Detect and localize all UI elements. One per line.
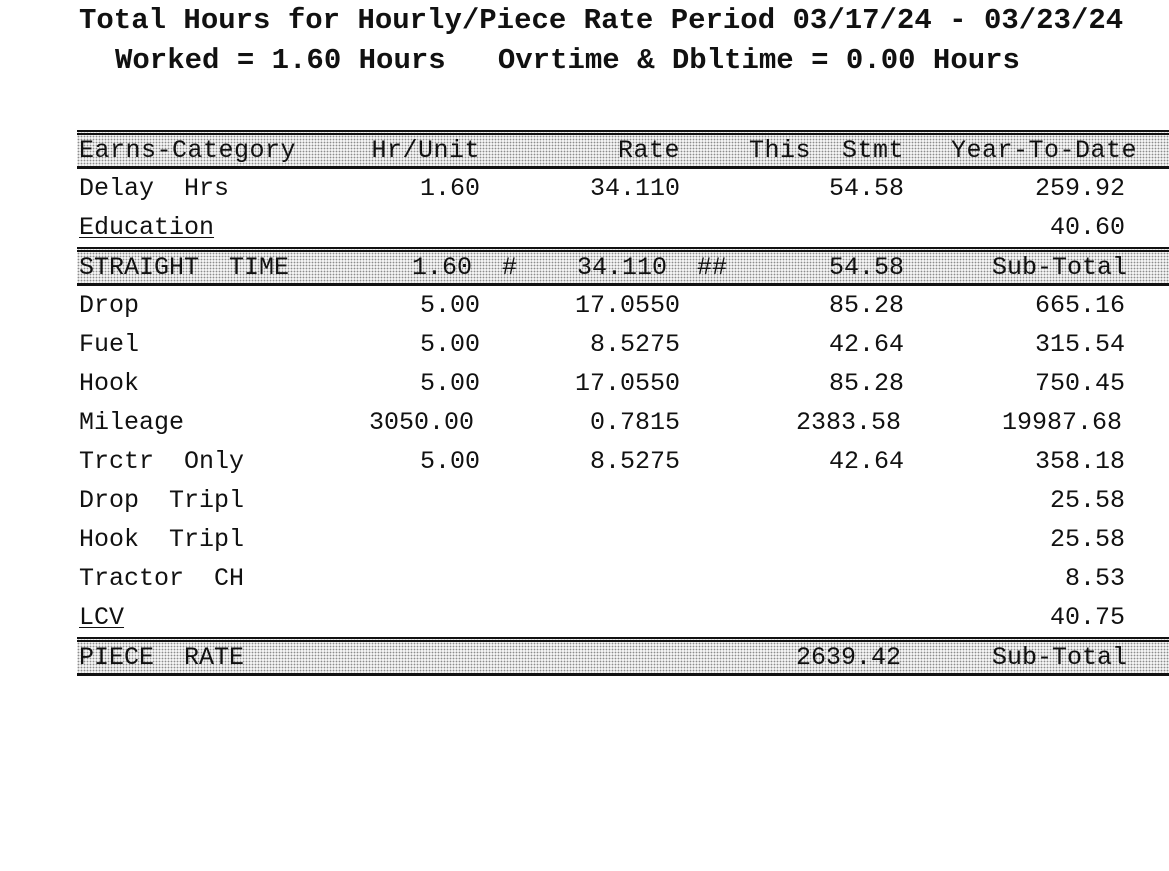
row-category: Hook Tripl <box>79 525 245 554</box>
column-header-this-stmt: This Stmt <box>748 136 904 165</box>
earnings-table <box>77 130 1169 676</box>
row-category: Drop <box>79 291 140 320</box>
row-rate: 8.5275 <box>589 330 680 359</box>
row-ytd: 40.60 <box>1049 213 1125 242</box>
row-hr-unit: 5.00 <box>419 369 480 398</box>
column-header-ytd: Year-To-Date <box>950 136 1137 165</box>
row-ytd: 665.16 <box>1034 291 1125 320</box>
row-category: Hook <box>79 369 140 398</box>
subtotal-label: PIECE RATE <box>79 643 245 672</box>
subtotal-ytd: Sub-Total <box>991 643 1127 672</box>
subtotal-this-stmt: 54.58 <box>828 253 904 282</box>
table-row <box>77 286 1169 325</box>
column-header-category: Earns-Category <box>79 136 297 165</box>
row-this-stmt: 85.28 <box>828 369 904 398</box>
table-row <box>77 481 1169 520</box>
row-rate: 17.0550 <box>574 369 680 398</box>
subtotal-rate: 34.110 ## <box>576 253 727 282</box>
row-category: Education <box>79 213 215 242</box>
table-row <box>77 520 1169 559</box>
row-hr-unit: 1.60 <box>419 174 480 203</box>
row-ytd: 8.53 <box>1064 564 1125 593</box>
row-ytd: 25.58 <box>1049 486 1125 515</box>
row-ytd: 25.58 <box>1049 525 1125 554</box>
row-hr-unit: 5.00 <box>419 291 480 320</box>
row-category: Drop Tripl <box>79 486 245 515</box>
row-rate: 8.5275 <box>589 447 680 476</box>
straight-time-subtotal-row <box>77 247 1169 286</box>
table-row <box>77 403 1169 442</box>
subtotal-ytd: Sub-Total <box>991 253 1127 282</box>
row-category: Mileage <box>79 408 185 437</box>
column-header-hr-unit: Hr/Unit <box>371 136 480 165</box>
table-row <box>77 598 1169 637</box>
subtotal-label: STRAIGHT TIME <box>79 253 290 282</box>
table-row <box>77 559 1169 598</box>
row-ytd: 750.45 <box>1034 369 1125 398</box>
table-row <box>77 169 1169 208</box>
row-this-stmt: 42.64 <box>828 330 904 359</box>
table-row <box>77 442 1169 481</box>
table-row <box>77 325 1169 364</box>
row-category: Tractor CH <box>79 564 245 593</box>
table-row <box>77 364 1169 403</box>
period-title: Total Hours for Hourly/Piece Rate Period 03/17/24 - 03/23/24 <box>79 4 1124 37</box>
row-this-stmt: 85.28 <box>828 291 904 320</box>
statement-header <box>0 0 1169 90</box>
row-hr-unit: 5.00 <box>419 330 480 359</box>
row-category: Delay Hrs <box>79 174 230 203</box>
row-ytd: 259.92 <box>1034 174 1125 203</box>
subtotal-this-stmt: 2639.42 <box>795 643 901 672</box>
row-this-stmt: 2383.58 <box>795 408 901 437</box>
hours-summary: Worked = 1.60 Hours Ovrtime & Dbltime = 0.00 Hours <box>115 44 1020 77</box>
row-ytd: 315.54 <box>1034 330 1125 359</box>
row-rate: 17.0550 <box>574 291 680 320</box>
column-header-row <box>77 130 1169 169</box>
subtotal-hr-unit: 1.60 # <box>411 253 517 282</box>
row-ytd: 40.75 <box>1049 603 1125 632</box>
piece-rate-subtotal-row <box>77 637 1169 676</box>
row-ytd: 358.18 <box>1034 447 1125 476</box>
row-rate: 0.7815 <box>589 408 680 437</box>
row-hr-unit: 5.00 <box>419 447 480 476</box>
row-this-stmt: 54.58 <box>828 174 904 203</box>
row-this-stmt: 42.64 <box>828 447 904 476</box>
row-category: LCV <box>79 603 125 632</box>
row-category: Trctr Only <box>79 447 245 476</box>
row-category: Fuel <box>79 330 140 359</box>
column-header-rate: Rate <box>617 136 680 165</box>
row-ytd: 19987.68 <box>1001 408 1122 437</box>
row-hr-unit: 3050.00 <box>368 408 474 437</box>
table-row <box>77 208 1169 247</box>
row-rate: 34.110 <box>589 174 680 203</box>
